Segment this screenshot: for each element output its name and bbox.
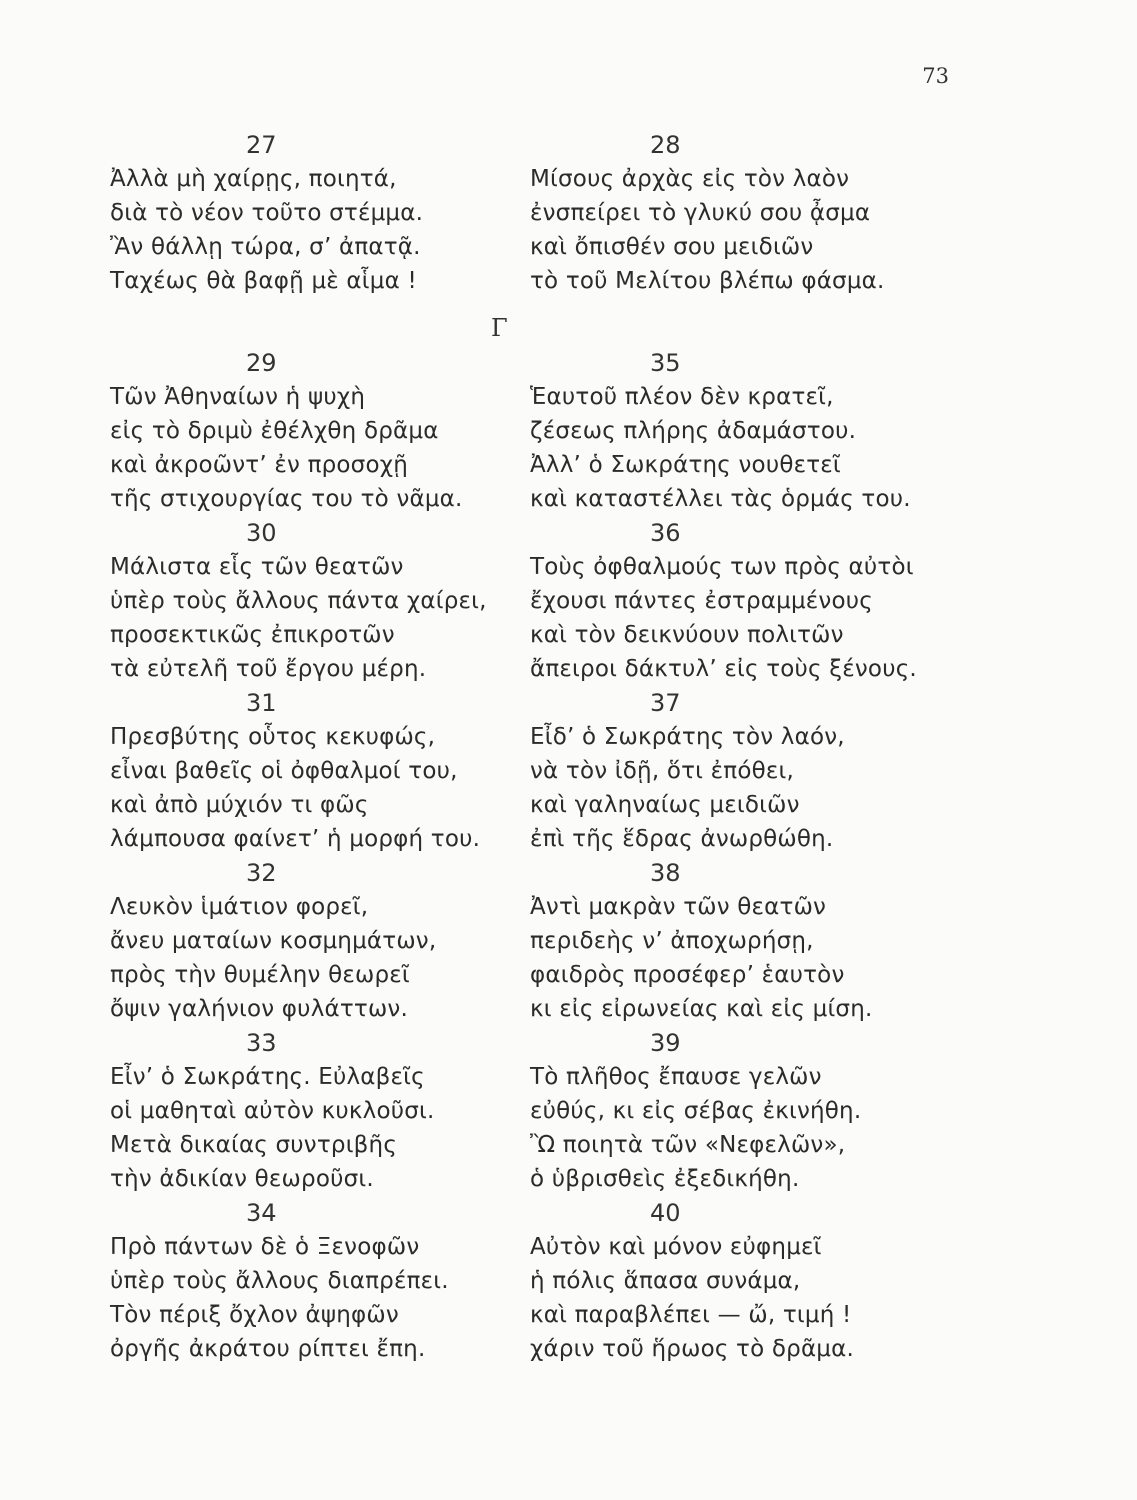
verse-line: τὴν ἀδικίαν θεωροῦσι. — [110, 1166, 374, 1192]
verse-line: ὑπὲρ τοὺς ἄλλους πάντα χαίρει, — [110, 588, 487, 614]
verse-line: Εἶν’ ὁ Σωκράτης. Εὐλαβεῖς — [110, 1064, 425, 1090]
verse-line: εἰς τὸ δριμὺ ἐθέλχθη δρᾶμα — [110, 418, 439, 444]
verse-line: εὐθύς, κι εἰς σέβας ἐκινήθη. — [530, 1098, 862, 1124]
stanza-number: 28 — [650, 131, 681, 159]
verse-line: καὶ παραβλέπει — ὤ, τιμή ! — [530, 1302, 852, 1328]
verse-line: ὄψιν γαλήνιον φυλάττων. — [110, 996, 408, 1022]
verse-line: Πρεσβύτης οὗτος κεκυφώς, — [110, 724, 436, 750]
stanza — [530, 1196, 960, 1366]
verse-line: Ἂν θάλλῃ τώρα, σ’ ἀπατᾷ. — [110, 234, 421, 260]
stanza — [110, 1026, 540, 1196]
stanza — [530, 516, 960, 686]
stanza-number: 40 — [650, 1199, 681, 1227]
stanza-number: 33 — [246, 1029, 277, 1057]
stanza — [110, 346, 540, 516]
stanza-number: 32 — [246, 859, 277, 887]
verse-line: πρὸς τὴν θυμέλην θεωρεῖ — [110, 962, 410, 988]
verse-line: προσεκτικῶς ἐπικροτῶν — [110, 622, 395, 648]
verse-line: λάμπουσα φαίνετ’ ἡ μορφή του. — [110, 826, 481, 852]
stanza-number: 29 — [246, 349, 277, 377]
verse-line: Αὐτὸν καὶ μόνον εὐφημεῖ — [530, 1234, 822, 1260]
verse-line: Ὢ ποιητὰ τῶν «Νεφελῶν», — [530, 1132, 846, 1158]
stanza-number: 37 — [650, 689, 681, 717]
stanza-number: 31 — [246, 689, 277, 717]
stanza-number: 39 — [650, 1029, 681, 1057]
verse-line: κι εἰς εἰρωνείας καὶ εἰς μίση. — [530, 996, 873, 1022]
verse-line: περιδεὴς ν’ ἀποχωρήσῃ, — [530, 928, 814, 954]
verse-line: Εἶδ’ ὁ Σωκράτης τὸν λαόν, — [530, 724, 845, 750]
verse-line: καὶ γαληναίως μειδιῶν — [530, 792, 800, 818]
section-letter: Γ — [491, 314, 508, 342]
verse-line: ἔχουσι πάντες ἐστραμμένους — [530, 588, 873, 614]
verse-line: Μετὰ δικαίας συντριβῆς — [110, 1132, 398, 1158]
verse-line: νὰ τὸν ἰδῇ, ὅτι ἐπόθει, — [530, 758, 795, 784]
verse-line: τῆς στιχουργίας του τὸ νᾶμα. — [110, 486, 463, 512]
verse-line: Ταχέως θὰ βαφῇ μὲ αἷμα ! — [110, 268, 417, 294]
verse-line: διὰ τὸ νέον τοῦτο στέμμα. — [110, 200, 424, 226]
stanza-number: 27 — [246, 131, 277, 159]
verse-line: Ἀλλ’ ὁ Σωκράτης νουθετεῖ — [530, 452, 841, 478]
left-column — [110, 128, 540, 1366]
verse-line: χάριν τοῦ ἥρωος τὸ δρᾶμα. — [530, 1336, 855, 1362]
verse-line: ἄπειροι δάκτυλ’ εἰς τοὺς ξένους. — [530, 656, 917, 682]
stanza-number: 34 — [246, 1199, 277, 1227]
verse-line: Τὸ πλῆθος ἔπαυσε γελῶν — [530, 1064, 822, 1090]
stanza — [530, 346, 960, 516]
stanza-number: 36 — [650, 519, 681, 547]
verse-line: ἄνευ ματαίων κοσμημάτων, — [110, 928, 437, 954]
verse-line: καὶ ἀπὸ μύχιόν τι φῶς — [110, 792, 369, 818]
right-column — [530, 128, 960, 1366]
verse-line: Τὸν πέριξ ὄχλον ἀψηφῶν — [110, 1302, 399, 1328]
verse-line: Τοὺς ὀφθαλμούς των πρὸς αὐτὸι — [530, 554, 914, 580]
verse-line: καὶ ἀκροῶντ’ ἐν προσοχῇ — [110, 452, 408, 478]
verse-line: Λευκὸν ἱμάτιον φορεῖ, — [110, 894, 369, 920]
stanza — [110, 1196, 540, 1366]
verse-line: Ἑαυτοῦ πλέον δὲν κρατεῖ, — [530, 384, 834, 410]
stanza — [530, 1026, 960, 1196]
stanza-number: 38 — [650, 859, 681, 887]
stanza — [110, 128, 540, 298]
stanza — [530, 686, 960, 856]
verse-line: Μίσους ἀρχὰς εἰς τὸν λαὸν — [530, 166, 850, 192]
verse-line: καὶ καταστέλλει τὰς ὁρμάς του. — [530, 486, 911, 512]
verse-line: Πρὸ πάντων δὲ ὁ Ξενοφῶν — [110, 1234, 420, 1260]
verse-line: εἶναι βαθεῖς οἱ ὀφθαλμοί του, — [110, 758, 458, 784]
verse-line: οἱ μαθηταὶ αὐτὸν κυκλοῦσι. — [110, 1098, 435, 1124]
verse-line: Μάλιστα εἷς τῶν θεατῶν — [110, 554, 404, 580]
verse-line: Ἀντὶ μακρὰν τῶν θεατῶν — [530, 894, 827, 920]
verse-line: φαιδρὸς προσέφερ’ ἑαυτὸν — [530, 962, 845, 988]
stanza — [530, 128, 960, 298]
verse-line: ἐνσπείρει τὸ γλυκύ σου ᾆσμα — [530, 200, 871, 226]
section-break — [530, 298, 960, 346]
page-number: 73 — [922, 64, 949, 88]
stanza — [530, 856, 960, 1026]
verse-line: ὑπὲρ τοὺς ἄλλους διαπρέπει. — [110, 1268, 449, 1294]
stanza — [110, 516, 540, 686]
stanza — [110, 686, 540, 856]
verse-line: καὶ ὄπισθέν σου μειδιῶν — [530, 234, 814, 260]
stanza-number: 30 — [246, 519, 277, 547]
verse-line: καὶ τὸν δεικνύουν πολιτῶν — [530, 622, 844, 648]
section-break — [110, 298, 540, 346]
verse-line: ἐπὶ τῆς ἕδρας ἀνωρθώθη. — [530, 826, 834, 852]
verse-line: Τῶν Ἀθηναίων ἡ ψυχὴ — [110, 384, 366, 410]
stanza-number: 35 — [650, 349, 681, 377]
verse-line: τὸ τοῦ Μελίτου βλέπω φάσμα. — [530, 268, 885, 294]
verse-line: τὰ εὐτελῆ τοῦ ἔργου μέρη. — [110, 656, 427, 682]
verse-line: Ἀλλὰ μὴ χαίρῃς, ποιητά, — [110, 166, 397, 192]
verse-line: ζέσεως πλήρης ἀδαμάστου. — [530, 418, 857, 444]
verse-line: ὁ ὑβρισθεὶς ἐξεδικήθη. — [530, 1166, 800, 1192]
verse-line: ἡ πόλις ἅπασα συνάμα, — [530, 1268, 801, 1294]
verse-line: ὀργῆς ἀκράτου ρίπτει ἔπη. — [110, 1336, 426, 1362]
stanza — [110, 856, 540, 1026]
